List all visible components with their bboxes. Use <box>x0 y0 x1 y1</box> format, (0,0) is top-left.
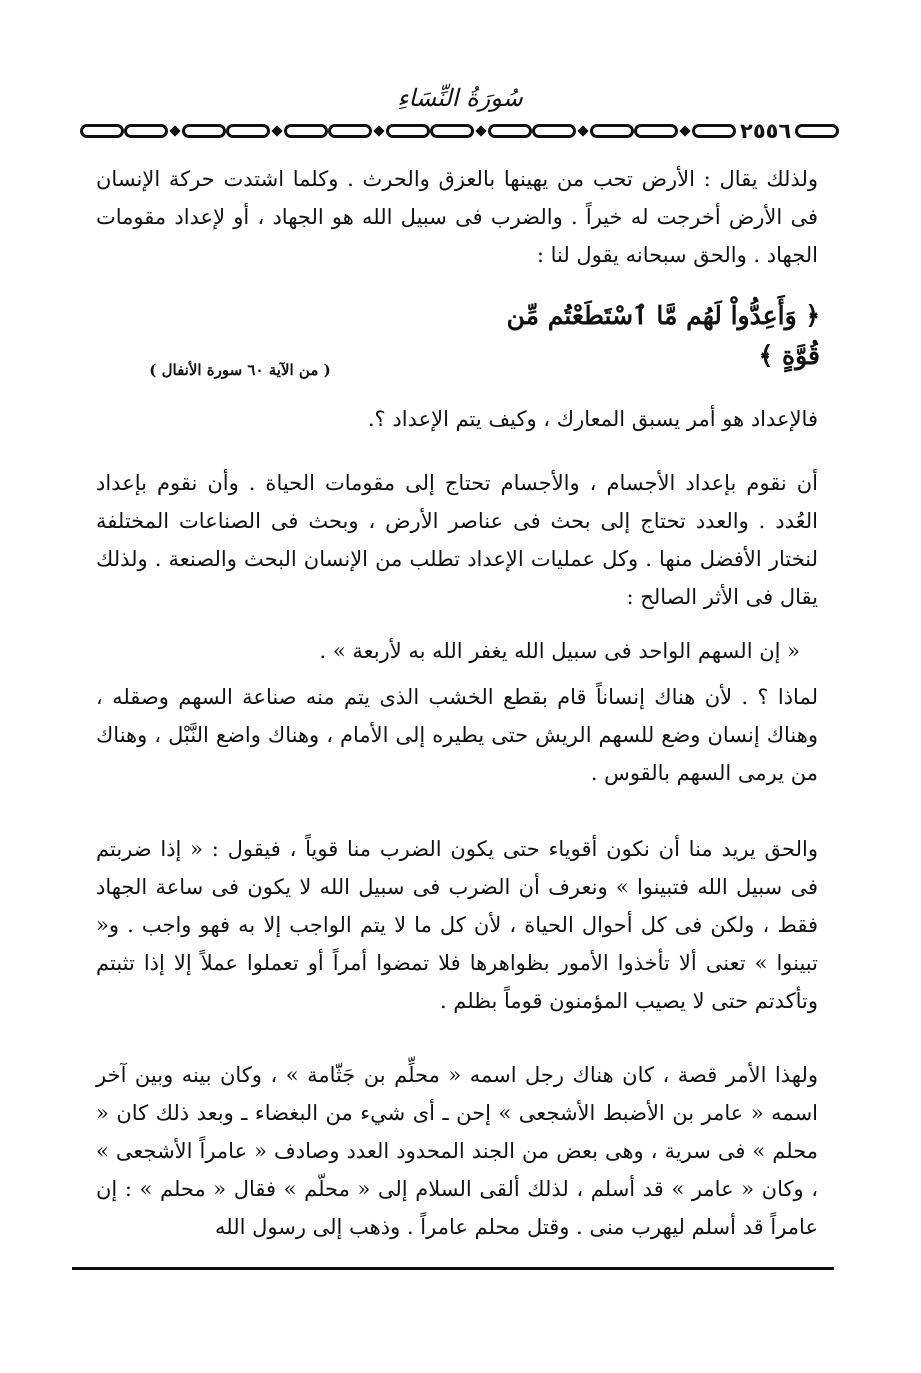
ornament-link <box>182 124 226 138</box>
ornament-link <box>488 124 532 138</box>
ornament-link <box>634 124 678 138</box>
ornament-link <box>532 124 576 138</box>
paragraph-4: لماذا ؟ . لأن هناك إنساناً قام بقطع الخشب الذى يتم منه صناعة السهم وصقله ، وهناك إنسان وضع للسهم الريش حتى يطيره إلى الأمام ، وهناك واضع النَّبْل ، وهناك من يرمى السهم بالقوس . <box>96 685 818 785</box>
hadith-quote: « إن السهم الواحد فى سبيل الله يغفر الله به لأربعة » . <box>319 639 800 663</box>
ornament-diamond <box>373 125 384 136</box>
header-ornament-border <box>80 116 830 146</box>
ornament-diamond <box>577 125 588 136</box>
paragraph-2: فالإعداد هو أمر يسبق المعارك ، وكيف يتم الإعداد ؟. <box>367 407 818 431</box>
ornament-link <box>430 124 474 138</box>
ornament-link <box>386 124 430 138</box>
paragraph-5: والحق يريد منا أن نكون أقوياء حتى يكون الضرب منا قوياً ، فيقول : « إذا ضربتم فى سبيل الله فتبينوا » ونعرف أن الضرب فى سبيل الله لا يكون فى ساعة الجهاد فقط ، ولكن فى كل أحوال الحياة ، لأن كل ما لا يتم الواجب إلا به فهو واجب . و« تبينوا » تعنى ألا تأخذوا الأمور بظواهرها فلا تمضوا أمراً أو تعملوا عملاً إلا إذا تثبتم وتأكدتم حتى لا يصيب المؤمنون قوماً بظلم . <box>96 837 818 1013</box>
ornament-diamond <box>679 125 690 136</box>
paragraph-3: أن نقوم بإعداد الأجسام ، والأجسام تحتاج إلى مقومات الحياة . وأن نقوم بإعداد العُدد . والعدد تحتاج إلى بحث فى عناصر الأرض ، وبحث فى الصناعات المختلفة لنختار الأفضل منها . وكل عمليات الإعداد تطلب من الإنسان البحث والصنعة . ولذلك يقال فى الأثر الصالح : <box>96 471 818 609</box>
ornament-diamond <box>475 125 486 136</box>
ornament-link <box>124 124 168 138</box>
ornament-link <box>795 124 839 138</box>
page-number: ٢٥٥٦ <box>740 119 792 143</box>
ornament-diamond <box>169 125 180 136</box>
ornament-link <box>692 124 736 138</box>
footer-rule <box>72 1267 834 1270</box>
ornament-diamond <box>271 125 282 136</box>
ornament-link <box>80 124 124 138</box>
surah-title: سُورَةُ النِّسَاءِ <box>397 84 523 112</box>
ornament-link <box>226 124 270 138</box>
ornament-link <box>284 124 328 138</box>
paragraph-6: ولهذا الأمر قصة ، كان هناك رجل اسمه « محلِّم بن جَثّامة » ، وكان بينه وبين آخر اسمه « عامر بن الأضبط الأشجعى » إحن ـ أى شيء من البغضاء ـ وبعد ذلك كان « محلم » فى سرية ، وهى بعض من الجند المحدود العدد وصادف « عامراً الأشجعى » ، وكان « عامر » قد أسلم ، لذلك ألقى السلام إلى « محلّم » فقال « محلم » : إن عامراً قد أسلم ليهرب منى . وقتل محلم عامراً . وذهب إلى رسول الله <box>96 1063 818 1239</box>
paragraph-1: ولذلك يقال : الأرض تحب من يهينها بالعزق والحرث . وكلما اشتدت حركة الإنسان فى الأرض أخرجت له خيراً . والضرب فى سبيل الله هو الجهاد ، أو لإعداد مقومات الجهاد . والحق سبحانه يقول لنا : <box>96 167 818 267</box>
verse-reference: ( من الآية ٦٠ سورة الأنفال ) <box>149 361 331 379</box>
ornament-link <box>590 124 634 138</box>
quran-verse: ﴿ وَأَعِدُّواْ لَهُم مَّا ٱسْتَطَعْتُم مِّن قُوَّةٍ ﴾ <box>506 301 820 370</box>
ornament-link <box>328 124 372 138</box>
